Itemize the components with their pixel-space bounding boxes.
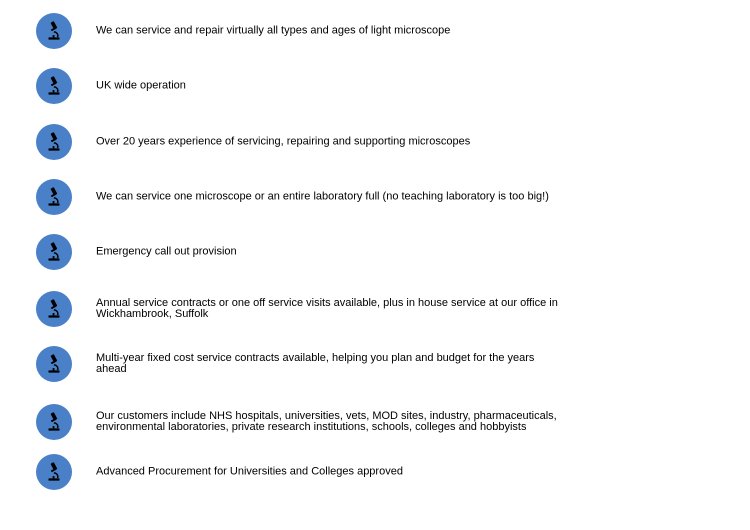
feature-text: Advanced Procurement for Universities and Colleges approved — [96, 465, 403, 478]
microscope-icon — [36, 13, 72, 49]
microscope-icon — [36, 68, 72, 104]
microscope-icon — [36, 291, 72, 327]
list-item — [0, 346, 750, 382]
feature-text: UK wide operation — [96, 79, 186, 92]
list-item — [0, 234, 750, 270]
microscope-icon — [36, 404, 72, 440]
list-item — [0, 124, 750, 160]
microscope-icon — [36, 346, 72, 382]
feature-text: Over 20 years experience of servicing, repairing and supporting microscopes — [96, 135, 471, 148]
microscope-icon — [36, 454, 72, 490]
list-item — [0, 291, 750, 327]
microscope-icon — [36, 124, 72, 160]
list-item — [0, 68, 750, 104]
list-item — [0, 179, 750, 215]
list-item — [0, 13, 750, 49]
feature-text: Multi-year fixed cost service contracts available, helping you plan and budget for the years ahead — [96, 352, 535, 375]
feature-text: We can service and repair virtually all types and ages of light microscope — [96, 24, 451, 37]
feature-text: Annual service contracts or one off service visits available, plus in house service at our office in Wickhambrook, Suffolk — [96, 297, 558, 320]
microscope-icon — [36, 179, 72, 215]
list-item — [0, 454, 750, 490]
feature-text: Our customers include NHS hospitals, universities, vets, MOD sites, industry, pharmaceuticals, environmental laboratories, private research institutions, schools, colleges and hobbyists — [96, 410, 557, 433]
feature-text: We can service one microscope or an entire laboratory full (no teaching laboratory is too big!) — [96, 190, 549, 203]
feature-text: Emergency call out provision — [96, 245, 237, 258]
list-item — [0, 404, 750, 440]
microscope-icon — [36, 234, 72, 270]
